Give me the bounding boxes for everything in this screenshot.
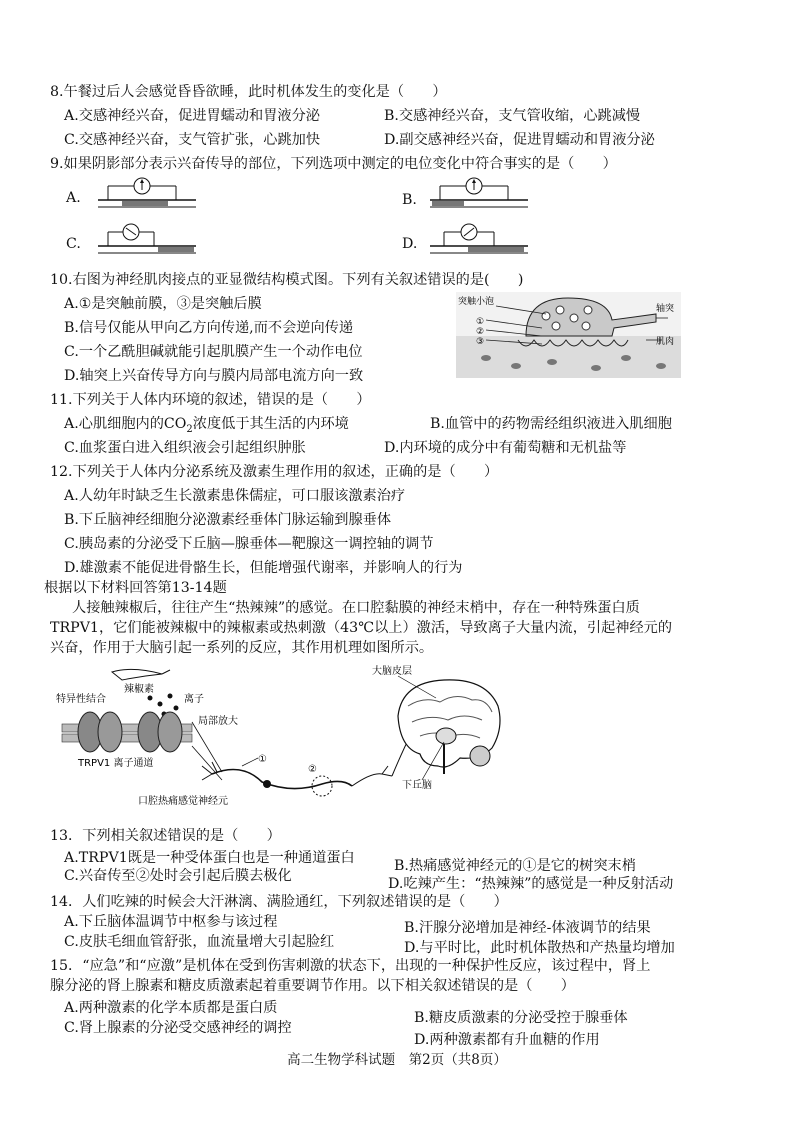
q9-option-b: B. xyxy=(402,192,417,208)
q10-option-d: D.轴突上兴奋传导方向与膜内局部电流方向一致 xyxy=(64,368,364,384)
fig-label-zoom: 局部放大 xyxy=(198,716,238,727)
q10-label-3: ③ xyxy=(476,337,485,347)
fig-label-2: ② xyxy=(308,764,317,775)
q11-option-a-post: 浓度低于其生活的内环境 xyxy=(192,416,349,432)
q10-label-vesicle: 突触小泡 xyxy=(458,297,495,307)
q12-option-d: D.雄激素不能促进骨骼生长，但能增强代谢率，并影响人的行为 xyxy=(64,560,463,576)
q15-stem-line1: 15．“应急”和“应激”是机体在受到伤害刺激的状态下，出现的一种保护性反应，该过程中，肾上 xyxy=(50,958,651,974)
q12-option-a: A.人幼年时缺乏生长激素患侏儒症，可口服该激素治疗 xyxy=(64,488,406,504)
fig-label-capsaicin: 辣椒素 xyxy=(124,684,154,695)
q9-figure-c xyxy=(92,222,202,262)
q8-option-d: D.副交感神经兴奋，促进胃蠕动和胃液分泌 xyxy=(384,132,655,148)
q10-label-2: ② xyxy=(476,327,485,337)
fig-label-ion: 离子 xyxy=(184,694,204,705)
q11-option-a-sub: 2 xyxy=(186,423,193,435)
q14-option-b: B.汗腺分泌增加是神经-体液调节的结果 xyxy=(404,920,651,936)
q10-option-c: C.一个乙酰胆碱就能引起肌膜产生一个动作电位 xyxy=(64,344,363,360)
q9-option-d: D. xyxy=(402,236,418,252)
q10-label-muscle: 肌肉 xyxy=(656,337,675,347)
q15-option-a: A.两种激素的化学本质都是蛋白质 xyxy=(64,1000,278,1016)
page-footer: 高二生物学科试题 第2页（共8页） xyxy=(287,1052,507,1068)
q9-stem: 9.如果阴影部分表示兴奋传导的部位，下列选项中测定的电位变化中符合事实的是（ ） xyxy=(50,156,617,172)
fig-label-hypothalamus: 下丘脑 xyxy=(402,780,432,791)
fig-label-specific-binding: 特异性结合 xyxy=(56,694,106,705)
q8-option-a: A.交感神经兴奋，促进胃蠕动和胃液分泌 xyxy=(64,108,320,124)
material-para-3: 兴奋，作用于大脑引起一系列的反应，其作用机理如图所示。 xyxy=(50,640,434,656)
q11-option-a xyxy=(64,414,349,440)
q11-option-a-pre: A.心肌细胞内的CO xyxy=(64,416,187,432)
q9-figure-d xyxy=(424,222,534,262)
q9-figure-b xyxy=(424,176,534,216)
q9-figure-a xyxy=(92,176,202,216)
q10-option-b: B.信号仅能从甲向乙方向传递,而不会逆向传递 xyxy=(64,320,354,336)
q8-option-c: C.交感神经兴奋，支气管扩张，心跳加快 xyxy=(64,132,321,148)
fig-label-channel: TRPV1 离子通道 xyxy=(78,758,154,769)
q12-stem: 12.下列关于人体内分泌系统及激素生理作用的叙述，正确的是（ ） xyxy=(50,464,499,480)
material-intro: 根据以下材料回答第13-14题 xyxy=(44,580,227,596)
fig-label-cortex: 大脑皮层 xyxy=(372,666,412,677)
q11-option-d: D.内环境的成分中有葡萄糖和无机盐等 xyxy=(384,440,627,456)
q14-option-c: C.皮肤毛细血管舒张，血流量增大引起脸红 xyxy=(64,934,335,950)
q10-label-1: ① xyxy=(476,317,485,327)
q13-stem: 13．下列相关叙述错误的是（ ） xyxy=(50,828,281,844)
q8-stem: 8.午餐过后人会感觉昏昏欲睡，此时机体发生的变化是（ ） xyxy=(50,84,447,100)
q13-option-a: A.TRPV1既是一种受体蛋白也是一种通道蛋白 xyxy=(64,850,355,866)
q10-stem: 10.右图为神经肌肉接点的亚显微结构模式图。下列有关叙述错误的是( ) xyxy=(50,272,524,288)
q15-option-d: D.两种激素都有升血糖的作用 xyxy=(414,1032,600,1048)
q11-option-c: C.血浆蛋白进入组织液会引起组织肿胀 xyxy=(64,440,306,456)
q15-stem-line2: 腺分泌的肾上腺素和糖皮质激素起着重要调节作用。以下相关叙述错误的是（ ） xyxy=(50,978,575,994)
q10-label-axon: 轴突 xyxy=(656,304,675,314)
q13-option-d: D.吃辣产生：“热辣辣”的感觉是一种反射活动 xyxy=(388,876,674,892)
q13-option-c: C.兴奋传至②处时会引起后膜去极化 xyxy=(64,868,292,884)
q14-option-a: A.下丘脑体温调节中枢参与该过程 xyxy=(64,914,278,930)
q12-option-c: C.胰岛素的分泌受下丘脑—腺垂体—靶腺这一调控轴的调节 xyxy=(64,536,434,552)
q10-option-a: A.①是突触前膜，③是突触后膜 xyxy=(64,296,262,312)
q15-option-b: B.糖皮质激素的分泌受控于腺垂体 xyxy=(414,1010,628,1026)
q8-option-b: B.交感神经兴奋，支气管收缩，心跳减慢 xyxy=(384,108,641,124)
q9-option-a: A. xyxy=(66,190,81,206)
material-para-2: TRPV1，它们能被辣椒中的辣椒素或热刺激（43℃以上）激活，导致离子大量内流，引起神经元的 xyxy=(50,620,673,636)
material-para-1: 人接触辣椒后，往往产生“热辣辣”的感觉。在口腔黏膜的神经末梢中，存在一种特殊蛋白质 xyxy=(72,600,640,616)
q10-synapse-figure xyxy=(456,292,681,378)
q12-option-b: B.下丘脑神经细胞分泌激素经垂体门脉运输到腺垂体 xyxy=(64,512,392,528)
trpv1-mechanism-figure xyxy=(52,662,522,814)
q11-stem: 11.下列关于人体内环境的叙述，错误的是（ ） xyxy=(50,392,371,408)
fig-label-1: ① xyxy=(258,754,267,765)
q14-option-d: D.与平时比，此时机体散热和产热量均增加 xyxy=(404,940,675,956)
fig-label-oral-neuron: 口腔热痛感觉神经元 xyxy=(138,796,228,807)
q9-option-c: C. xyxy=(66,236,81,252)
q14-stem: 14．人们吃辣的时候会大汗淋漓、满脸通红，下列叙述错误的是（ ） xyxy=(50,894,508,910)
q11-option-b: B.血管中的药物需经组织液进入肌细胞 xyxy=(430,416,672,432)
q13-option-b: B.热痛感觉神经元的①是它的树突末梢 xyxy=(394,858,636,874)
q15-option-c: C.肾上腺素的分泌受交感神经的调控 xyxy=(64,1020,292,1036)
